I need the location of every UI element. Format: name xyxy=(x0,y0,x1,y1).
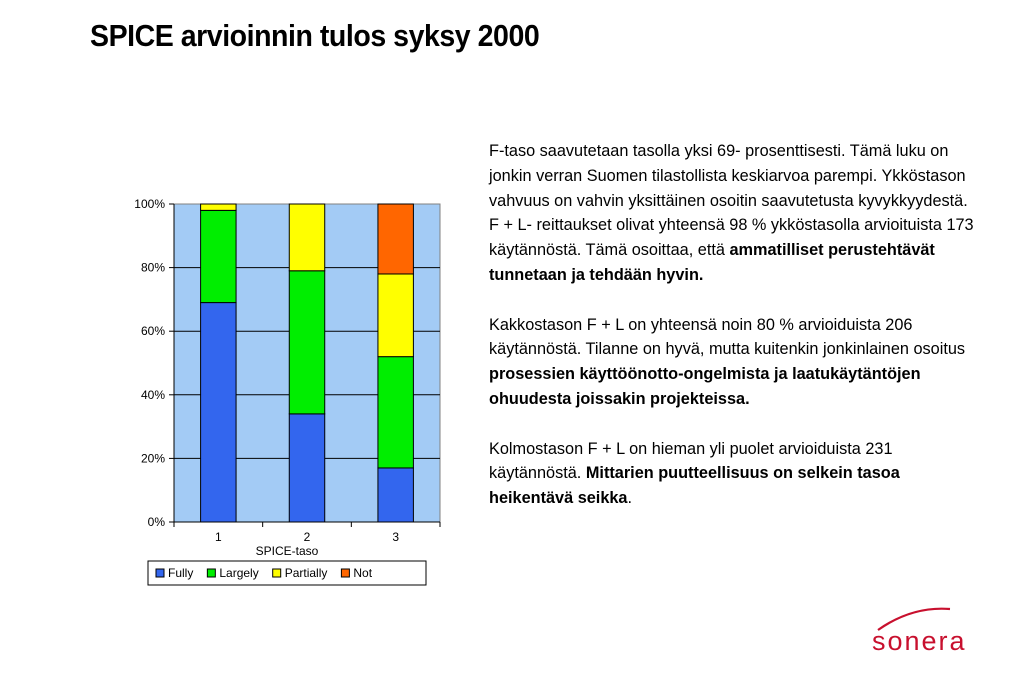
logo-text: sonera xyxy=(872,626,967,656)
legend-swatch-largely xyxy=(207,569,215,577)
paragraph-2-text: Kakkostason F + L on yhteensä noin 80 % arvioiduista 206 käytännöstä. Tilanne on hyvä, mutta kuitenkin jonkinlainen osoitus xyxy=(489,315,966,359)
paragraph-1 xyxy=(489,139,981,288)
bar-not-3 xyxy=(378,204,413,274)
bar-largely-3 xyxy=(378,357,413,468)
bar-largely-2 xyxy=(289,271,324,414)
legend-swatch-partially xyxy=(273,569,281,577)
paragraph-3-tail: . xyxy=(627,489,633,508)
bar-partially-2 xyxy=(289,204,324,271)
x-tick-label: 3 xyxy=(392,530,400,544)
y-tick-label: 0% xyxy=(147,515,165,529)
commentary-text xyxy=(489,139,981,536)
x-tick-label: 2 xyxy=(303,530,311,544)
paragraph-2 xyxy=(489,313,981,412)
bar-fully-3 xyxy=(378,468,413,522)
bar-fully-1 xyxy=(201,303,236,522)
legend-label-largely: Largely xyxy=(219,566,259,580)
x-tick-label: 1 xyxy=(214,530,222,544)
paragraph-1-text: F-taso saavutetaan tasolla yksi 69- prosenttisesti. Tämä luku on jonkin verran Suomen tilastollista keskiarvoa parempi. Ykköstason vahvuus on vahvin yksittäinen osoitin saavutetusta kyvykkyydestä. F + L- reittaukset olivat yhteensä 98 % ykköstasolla arvioituista 173 käytännöstä. Tämä osoittaa, että xyxy=(489,142,974,260)
y-tick-label: 80% xyxy=(140,260,165,275)
bar-partially-3 xyxy=(378,274,413,357)
y-tick-label: 100% xyxy=(134,197,165,211)
y-tick-label: 60% xyxy=(140,324,165,339)
legend-label-not: Not xyxy=(353,566,373,580)
paragraph-3-text: Kolmostason F + L on hieman yli puolet arvioiduista 231 käytännöstä. xyxy=(489,439,893,483)
legend-label-fully: Fully xyxy=(168,566,194,580)
bar-fully-2 xyxy=(289,414,324,522)
sonera-logo xyxy=(872,604,992,664)
y-tick-label: 20% xyxy=(140,451,165,466)
legend-label-partially: Partially xyxy=(284,566,328,580)
x-axis-label: SPICE-taso xyxy=(255,544,319,558)
paragraph-3-bold: Mittarien puutteellisuus on selkein tasoa heikentävä seikka xyxy=(489,464,900,508)
paragraph-1-bold: ammatilliset perustehtävät tunnetaan ja tehdään hyvin. xyxy=(489,241,935,284)
chart-legend xyxy=(148,561,426,585)
legend-swatch-not xyxy=(341,569,349,577)
paragraph-3 xyxy=(489,437,981,511)
legend-swatch-fully xyxy=(156,569,164,577)
y-tick-label: 40% xyxy=(140,387,165,402)
stacked-bar-chart xyxy=(110,190,450,600)
bar-largely-1 xyxy=(201,210,236,302)
paragraph-2-bold: prosessien käyttöönotto-ongelmista ja laatukäytäntöjen ohuudesta joissakin projekteissa. xyxy=(489,365,921,408)
bar-partially-1 xyxy=(201,204,236,210)
page-title: SPICE arvioinnin tulos syksy 2000 xyxy=(90,18,540,53)
